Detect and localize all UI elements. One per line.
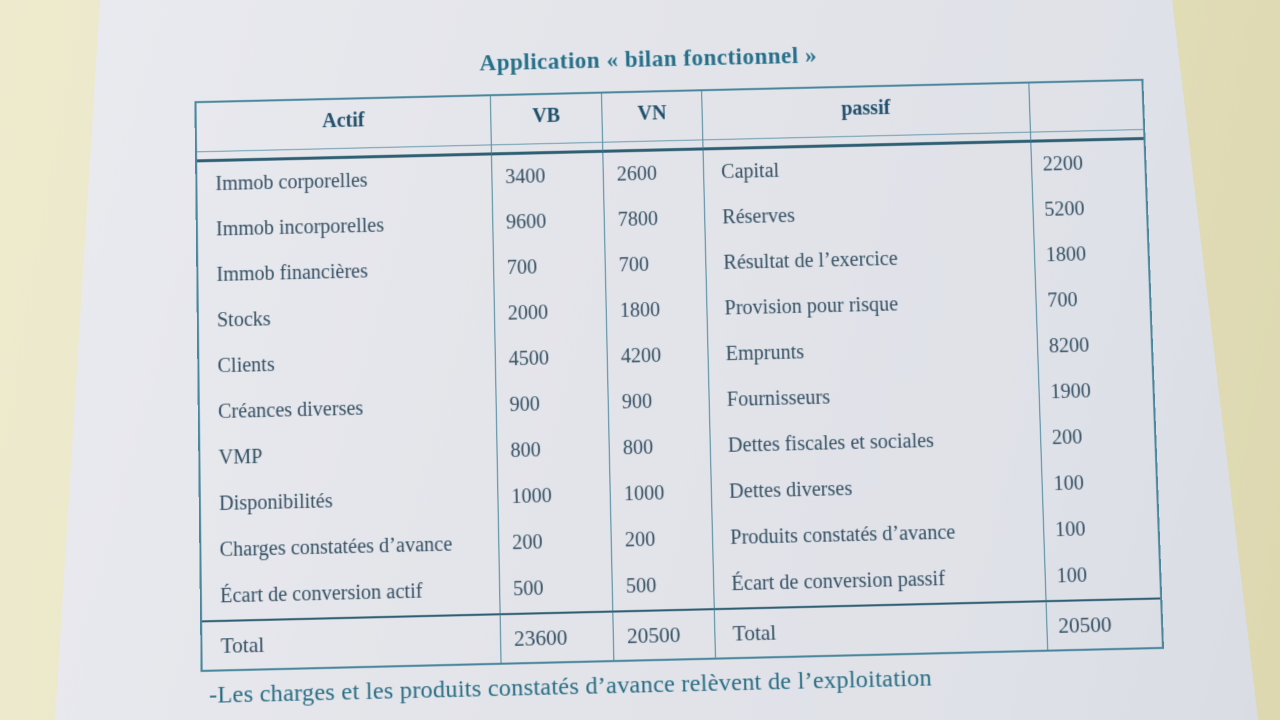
header-passif: passif — [701, 84, 1029, 141]
vb-value: 700 — [492, 243, 605, 291]
vn-value: 1800 — [605, 287, 707, 335]
passif-label: Fournisseurs — [708, 370, 1039, 424]
total-passif-label: Total — [714, 600, 1047, 657]
vn-value: 1000 — [609, 470, 711, 518]
passif-value: 200 — [1039, 413, 1155, 462]
passif-value: 8200 — [1036, 322, 1152, 370]
vb-value: 2000 — [493, 289, 606, 337]
actif-label: Stocks — [216, 308, 271, 332]
passif-label: Provision pour risque — [706, 279, 1036, 332]
vb-value: 1000 — [497, 472, 611, 521]
passif-label: Dettes fiscales et sociales — [709, 416, 1040, 470]
passif-value: 100 — [1041, 459, 1157, 508]
passif-label: Réserves — [704, 188, 1033, 241]
actif-label: VMP — [218, 445, 263, 470]
actif-label: Disponibilités — [218, 489, 333, 516]
table-body — [197, 130, 1160, 620]
passif-label: Résultat de l’exercice — [705, 233, 1035, 286]
actif-label: Immob financières — [216, 260, 369, 287]
vn-value: 500 — [611, 562, 714, 611]
passif-value: 100 — [1042, 505, 1158, 554]
passif-value: 100 — [1044, 551, 1160, 600]
actif-label: Écart de conversion actif — [220, 580, 423, 608]
passif-value: 700 — [1035, 276, 1151, 324]
header-actif: Actif — [196, 96, 490, 152]
vb-value: 3400 — [491, 153, 604, 201]
total-vn-value: 20500 — [612, 608, 715, 660]
passif-label: Emprunts — [707, 324, 1037, 378]
vn-value: 4200 — [606, 332, 708, 380]
vb-value: 800 — [496, 426, 610, 475]
footnote: -Les charges et les produits constatés d’avance relèvent de l’exploitation — [208, 664, 933, 710]
vb-value: 200 — [497, 518, 611, 567]
total-actif-label: Total — [202, 613, 500, 670]
vn-value: 800 — [608, 424, 710, 472]
passif-value: 5200 — [1032, 185, 1147, 233]
vb-value: 9600 — [491, 198, 604, 246]
header-montant — [1028, 81, 1143, 133]
passif-value: 2200 — [1030, 140, 1145, 188]
actif-label: Clients — [217, 353, 275, 378]
page-title: Application « bilan fonctionnel » — [479, 42, 818, 76]
passif-label: Écart de conversion passif — [713, 554, 1046, 608]
passif-label: Capital — [703, 143, 1032, 196]
passif-value: 1900 — [1038, 367, 1154, 416]
vn-value: 700 — [604, 241, 706, 289]
actif-label: Immob corporelles — [215, 169, 368, 196]
total-vb-value: 23600 — [499, 611, 613, 663]
passif-label: Dettes diverses — [710, 462, 1042, 516]
passif-label: Produits constatés d’avance — [712, 508, 1044, 562]
bilan-table — [194, 79, 1164, 672]
vb-value: 900 — [495, 380, 608, 429]
header-vb: VB — [490, 94, 603, 146]
actif-label: Immob incorporelles — [215, 214, 385, 241]
vn-value: 2600 — [602, 150, 703, 198]
vb-value: 4500 — [494, 335, 607, 383]
vn-value: 200 — [610, 516, 712, 565]
document-content — [194, 35, 1165, 710]
vn-value: 900 — [607, 378, 709, 426]
header-vn: VN — [601, 91, 702, 143]
vb-value: 500 — [498, 564, 612, 613]
passif-value: 1800 — [1033, 231, 1148, 279]
actif-label: Créances diverses — [217, 397, 364, 424]
total-passif-value: 20500 — [1045, 597, 1162, 649]
vn-value: 7800 — [603, 196, 705, 244]
actif-label: Charges constatées d’avance — [219, 533, 453, 562]
